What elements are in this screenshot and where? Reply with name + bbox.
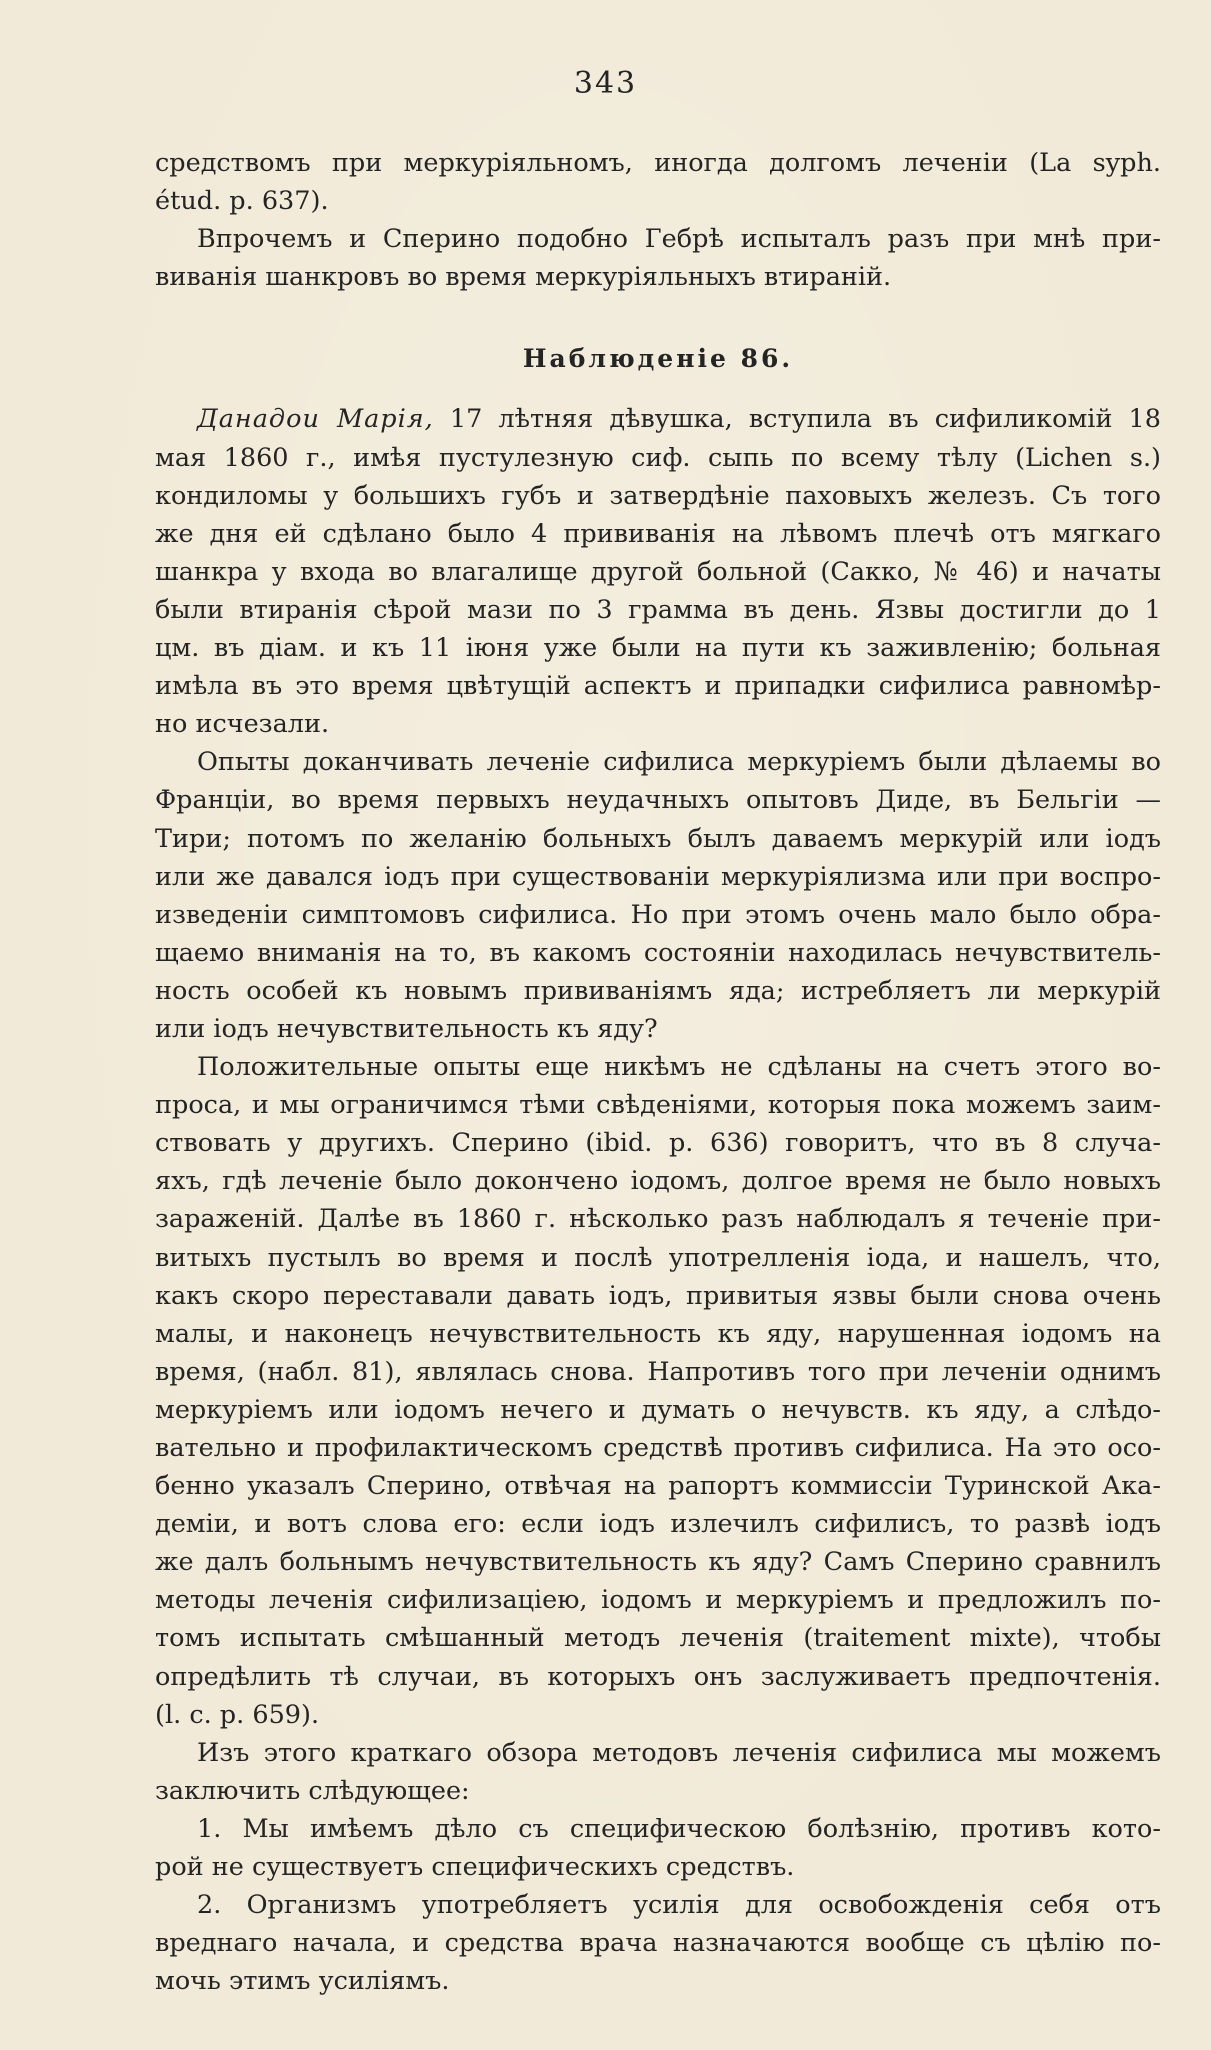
text-line: бенно указалъ Сперино, отвѣчая на рапортъ коммиссіи Туринской Ака-	[155, 1471, 1161, 1502]
text-line: Изъ этого краткаго обзора методовъ леченія сифилиса мы можемъ	[197, 1737, 1161, 1768]
text-line: были втиранія сѣрой мази по 3 грамма въ день. Язвы достигли до 1	[155, 594, 1161, 625]
text-line: витыхъ пустылъ во время и послѣ употрелленія іода, и нашелъ, что,	[155, 1242, 1161, 1273]
text-line: цм. въ діам. и къ 11 іюня уже были на пути къ заживленію; больная	[155, 633, 1161, 664]
text-line: же далъ больнымъ нечувствительность къ яду? Самъ Сперино сравнилъ	[155, 1547, 1161, 1578]
text-line: заключить слѣдующее:	[155, 1775, 470, 1806]
text-line: Франціи, во время первыхъ неудачныхъ опытовъ Диде, въ Бельгіи —	[155, 785, 1161, 816]
text-line: вательно и профилактическомъ средствѣ противъ сифилиса. На это осо-	[155, 1433, 1161, 1463]
text-span: 17 лѣтняя дѣвушка, вступила въ сифиликомій 18	[433, 404, 1161, 435]
text-line: шанкра у входа во влагалище другой больной (Сакко, № 46) и начаты	[155, 556, 1161, 587]
text-line: малы, и наконецъ нечувствительность къ яду, нарушенная іодомъ на	[155, 1318, 1161, 1349]
text-line: какъ скоро переставали давать іодъ, привитыя язвы были снова очень	[155, 1280, 1161, 1311]
text-line: или іодъ нечувствительность къ яду?	[155, 1013, 658, 1044]
text-line: 2. Организмъ употребляетъ усилія для освобожденія себя отъ	[197, 1890, 1161, 1921]
text-line: деміи, и вотъ слова его: если іодъ излечилъ сифилисъ, то развѣ іодъ	[155, 1509, 1161, 1540]
text-line: Впрочемъ и Сперино подобно Гебрѣ испыталъ разъ при мнѣ при-	[197, 224, 1161, 255]
observation-heading: Наблюденіе 86.	[522, 344, 794, 374]
text-line: вреднаго начала, и средства врача назначаются вообще съ цѣлію по-	[155, 1928, 1161, 1959]
text-line: виванія шанкровъ во время меркуріяльныхъ втираній.	[155, 262, 892, 293]
page-number: 343	[573, 66, 638, 101]
text-line: же дня ей сдѣлано было 4 прививанія на лѣвомъ плечѣ отъ мягкаго	[155, 518, 1161, 549]
text-line: щаемо вниманія на то, въ какомъ состояніи находилась нечувствитель-	[155, 937, 1161, 968]
text-line: или же давался іодъ при существованіи меркуріялизма или при воспро-	[155, 861, 1161, 892]
text-line: мочь этимъ усиліямъ.	[155, 1966, 450, 1997]
text-line: но исчезали.	[155, 709, 330, 740]
text-line: меркуріемъ или іодомъ нечего и думать о нечувств. къ яду, а слѣдо-	[155, 1394, 1161, 1425]
text-line: зараженій. Далѣе въ 1860 г. нѣсколько разъ наблюдалъ я теченіе при-	[155, 1204, 1161, 1235]
text-line: Положительные опыты еще никѣмъ не сдѣланы на счетъ этого во-	[197, 1052, 1161, 1083]
text-line: Опыты доканчивать леченіе сифилиса меркуріемъ были дѣлаемы во	[197, 747, 1161, 778]
text-line: томъ испытать смѣшанный методъ леченія (traitement mixte), чтобы	[155, 1623, 1161, 1654]
text-line: ствовать у другихъ. Сперино (ibid. p. 636) говоритъ, что въ 8 случа-	[155, 1128, 1161, 1159]
text-line: время, (набл. 81), являлась снова. Напротивъ того при леченіи однимъ	[155, 1356, 1161, 1387]
text-line: методы леченія сифилизаціею, іодомъ и меркуріемъ и предложилъ по-	[155, 1585, 1161, 1616]
text-line: средствомъ при меркуріяльномъ, иногда долгомъ леченіи (La syph.	[155, 148, 1161, 178]
text-line: étud. p. 637).	[155, 186, 329, 217]
text-line: ность особей къ новымъ прививаніямъ яда; истребляетъ ли меркурій	[155, 975, 1161, 1006]
text-line: рой не существуетъ специфическихъ средствъ.	[155, 1852, 795, 1883]
text-line: Тири; потомъ по желанію больныхъ былъ даваемъ меркурій или іодъ	[155, 823, 1161, 854]
text-line: проса, и мы ограничимся тѣми свѣденіями, которыя пока можемъ заим-	[155, 1090, 1161, 1121]
text-line: (l. c. p. 659).	[155, 1699, 320, 1730]
text-line: изведеніи симптомовъ сифилиса. Но при этомъ очень мало было обра-	[155, 899, 1161, 930]
text-line: имѣла въ это время цвѣтущій аспектъ и припадки сифилиса равномѣр-	[155, 671, 1161, 702]
text-line: опредѣлить тѣ случаи, въ которыхъ онъ заслуживаетъ предпочтенія.	[155, 1661, 1161, 1692]
text-line: яхъ, гдѣ леченіе было докончено іодомъ, долгое время не было новыхъ	[155, 1166, 1161, 1197]
text-line	[155, 400, 1161, 438]
text-line: мая 1860 г., имѣя пустулезную сиф. сыпь по всему тѣлу (Lichen s.)	[155, 442, 1161, 473]
text-line: 1. Мы имѣемъ дѣло съ специфическою болѣзнію, противъ кото-	[197, 1813, 1161, 1844]
patient-name: Данадои Марія,	[197, 404, 434, 435]
page-text	[155, 144, 1161, 2000]
text-line: кондиломы у большихъ губъ и затвердѣніе паховыхъ железъ. Съ того	[155, 480, 1161, 511]
